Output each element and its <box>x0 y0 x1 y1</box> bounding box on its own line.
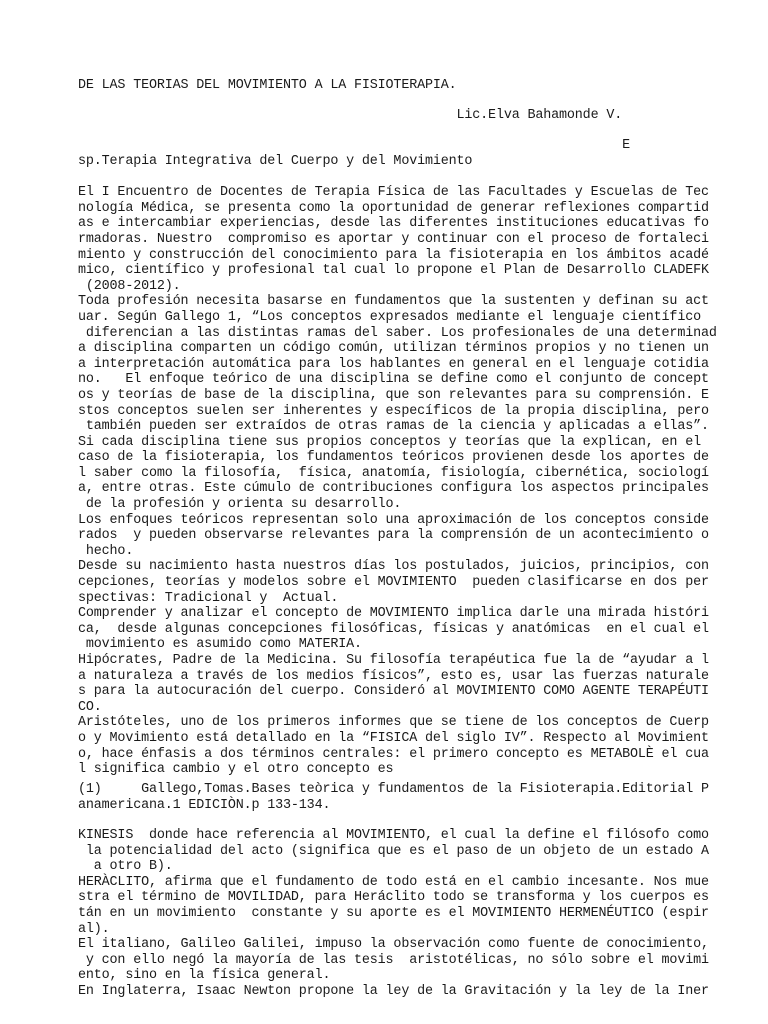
text-line: nología Médica, se presenta como la oportunidad de generar reflexiones compartid <box>78 200 709 216</box>
text-line: CO. <box>78 699 102 715</box>
text-line: caso de la fisioterapia, los fundamentos teóricos provienen desde los aportes de <box>78 450 709 466</box>
text-line: cepciones, teorías y modelos sobre el MOVIMIENTO pueden clasificarse en dos per <box>78 575 709 591</box>
text-line: Hipócrates, Padre de la Medicina. Su filosofía terapéutica fue la de “ayudar a l <box>78 653 709 668</box>
text-line: El I Encuentro de Docentes de Terapia Física de las Facultades y Escuelas de Tec <box>78 185 709 201</box>
text-line: la potencialidad del acto (significa que es el paso de un objeto de un estado A <box>78 843 709 859</box>
text-line: os y teorías de base de la disciplina, que son relevantes para su comprensión. E <box>78 387 709 403</box>
wrapped-e-fragment: E <box>78 138 630 153</box>
text-line: Los enfoques teóricos representan solo una aproximación de los conceptos conside <box>78 512 709 528</box>
text-line: a disciplina comparten un código común, utilizan términos propios y no tienen un <box>78 341 709 357</box>
text-line: ento, sino en la física general. <box>78 968 331 984</box>
text-line: HERÀCLITO, afirma que el fundamento de todo está en el cambio incesante. Nos mue <box>78 874 709 890</box>
text-line: sp.Terapia Integrativa del Cuerpo y del Movimiento <box>78 154 473 169</box>
text-line: l significa cambio y el otro concepto es <box>78 762 394 778</box>
text-line: Aristóteles, uno de los primeros informes que se tiene de los conceptos de Cuerp <box>78 715 709 731</box>
text-line <box>78 170 698 186</box>
text-line: Desde su nacimiento hasta nuestros días los postulados, juicios, principios, con <box>78 559 709 575</box>
text-line: stos conceptos suelen ser inherentes y específicos de la propia disciplina, pero <box>78 403 709 419</box>
text-line: tán en un movimiento constante y su aporte es el MOVIMIENTO HERMENÉUTICO (espir <box>78 905 709 921</box>
text-line: Toda profesión necesita basarse en fundamentos que la sustenten y definan su act <box>78 294 709 310</box>
text-line: as e intercambiar experiencias, desde las diferentes instituciones educativas fo <box>78 216 709 232</box>
text-line: anamericana.1 EDICIÒN.p 133-134. <box>78 797 331 813</box>
author-line: Lic.Elva Bahamonde V. <box>78 108 623 123</box>
footnote <box>78 782 709 813</box>
text-line: l saber como la filosofía, física, anatomía, fisiología, cibernética, sociologí <box>78 465 709 481</box>
text-line: En Inglaterra, Isaac Newton propone la ley de la Gravitación y la ley de la Iner <box>78 983 709 999</box>
text-line: hecho. <box>78 543 134 559</box>
text-line: no. El enfoque teórico de una disciplina se define como el conjunto de concept <box>78 372 709 388</box>
text-line: a otro B). <box>78 859 173 875</box>
text-line: (1) Gallego,Tomas.Bases teòrica y fundamentos de la Fisioterapia.Editorial P <box>78 782 709 797</box>
text-line: uar. Según Gallego 1, “Los conceptos expresados mediante el lenguaje científico <box>78 309 709 325</box>
text-line: rmadoras. Nuestro compromiso es aportar y continuar con el proceso de fortaleci <box>78 231 709 247</box>
text-line: a naturaleza a través de los medios físicos”, esto es, usar las fuerzas naturale <box>78 668 709 684</box>
text-line: s para la autocuración del cuerpo. Consideró al MOVIMIENTO COMO AGENTE TERAPÉUTI <box>78 684 709 700</box>
text-line: movimiento es asumido como MATERIA. <box>78 637 362 653</box>
text-line: mico, científico y profesional tal cual lo propone el Plan de Desarrollo CLADEFK <box>78 263 709 279</box>
text-line: al). <box>78 921 110 937</box>
text-line: KINESIS donde hace referencia al MOVIMIENTO, el cual la define el filósofo como <box>78 828 709 843</box>
text-line: rados y pueden observarse relevantes para la comprensión de un acontecimiento o <box>78 528 709 544</box>
text-line: stra el término de MOVILIDAD, para Heráclito todo se transforma y los cuerpos es <box>78 890 709 906</box>
text-line: o, hace énfasis a dos términos centrales: el primero concepto es METABOLÈ el cua <box>78 746 709 762</box>
text-line: y con ello negó la mayoría de las tesis aristotélicas, no sólo sobre el movimi <box>78 952 709 968</box>
text-line: a interpretación automática para los hablantes en general en el lenguaje cotidia <box>78 356 709 372</box>
text-line: El italiano, Galileo Galilei, impuso la observación como fuente de conocimiento, <box>78 937 709 953</box>
text-line: también pueden ser extraídos de otras ramas de la ciencia y aplicadas a ellas”. <box>78 419 709 435</box>
text-line: Comprender y analizar el concepto de MOVIMIENTO implica darle una mirada históri <box>78 606 709 622</box>
document-title: DE LAS TEORIAS DEL MOVIMIENTO A LA FISIOTERAPIA. <box>78 78 457 93</box>
text-line: (2008-2012). <box>78 278 181 294</box>
body-text-part-2 <box>78 828 709 1000</box>
text-line: a, entre otras. Este cúmulo de contribuciones configura los aspectos principales <box>78 481 709 497</box>
body-text-part-1 <box>78 154 717 778</box>
text-line: miento y construcción del conocimiento para la fisioterapia en los ámbitos acadé <box>78 247 709 263</box>
text-line: diferencian a las distintas ramas del saber. Los profesionales de una determinad <box>78 325 717 341</box>
text-line: de la profesión y orienta su desarrollo. <box>78 497 402 513</box>
text-line: spectivas: Tradicional y Actual. <box>78 590 339 606</box>
text-line: o y Movimiento está detallado en la “FISICA del siglo IV”. Respecto al Movimient <box>78 730 709 746</box>
text-line: ca, desde algunas concepciones filosóficas, físicas y anatómicas en el cual el <box>78 621 709 637</box>
text-line: Si cada disciplina tiene sus propios conceptos y teorías que la explican, en el <box>78 434 701 450</box>
